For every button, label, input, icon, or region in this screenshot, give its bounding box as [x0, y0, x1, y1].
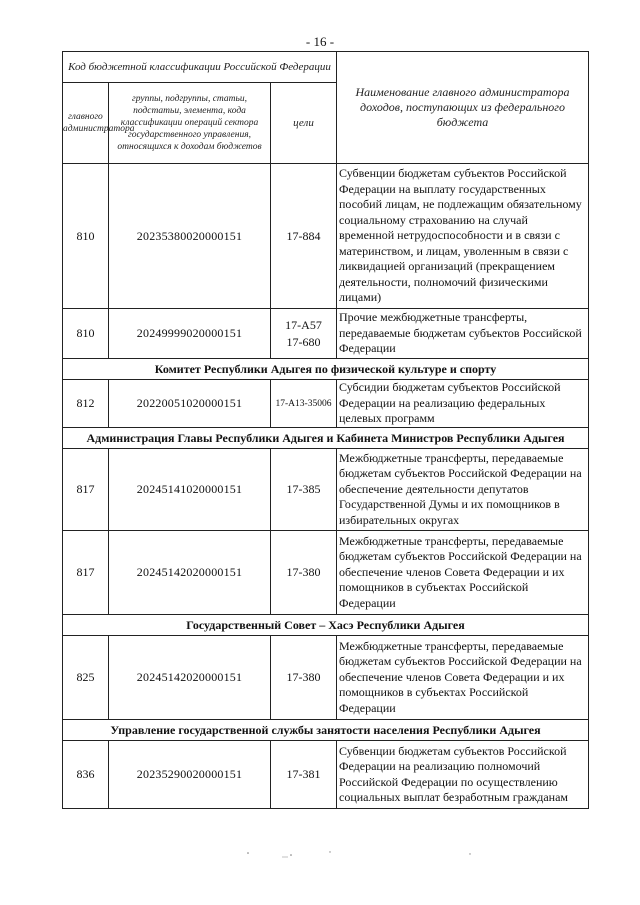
budget-code-cell: 20245141020000151: [109, 449, 271, 531]
revenue-admin-table: [62, 51, 589, 809]
section-row: [63, 615, 589, 636]
budget-code-cell: 20235290020000151: [109, 741, 271, 809]
budget-code-cell: 20245142020000151: [109, 531, 271, 615]
section-title: Государственный Совет – Хасэ Республики Адыгея: [63, 615, 589, 636]
revenue-description-cell: Прочие межбюджетные трансферты, передаваемые бюджетам субъектов Российской Федерации: [337, 309, 589, 359]
goal-code-cell: 17-380: [271, 531, 337, 615]
section-title: Администрация Главы Республики Адыгея и Кабинета Министров Республики Адыгея: [63, 428, 589, 449]
page-number: - 16 -: [305, 34, 335, 49]
revenue-description-cell: Межбюджетные трансферты, передаваемые бюджетам субъектов Российской Федерации на обеспечение деятельности депутатов Государственной Думы и их помощников в избирательных округах: [337, 449, 589, 531]
table-row: [63, 164, 589, 309]
budget-code-cell: 20220051020000151: [109, 380, 271, 428]
goal-code-cell: 17-А13-35006: [271, 380, 337, 428]
section-row: [63, 720, 589, 741]
admin-code-cell: 817: [63, 531, 109, 615]
section-row: [63, 428, 589, 449]
table-row: [63, 309, 589, 359]
groups-column-header: группы, подгруппы, статьи, подстатьи, элемента, кода классификации операций сектора государственного управления, относящихся к доходам бюджетов: [109, 83, 271, 164]
goal-code-cell: 17-А57 17-680: [271, 309, 337, 359]
code-group-header: Код бюджетной классификации Российской Федерации: [63, 52, 337, 83]
admin-code-cell: 825: [63, 636, 109, 720]
revenue-description-cell: Межбюджетные трансферты, передаваемые бюджетам субъектов Российской Федерации на обеспечение членов Совета Федерации и их помощников в субъектах Российской Федерации: [337, 636, 589, 720]
revenue-description-cell: Субсидии бюджетам субъектов Российской Федерации на реализацию федеральных целевых программ: [337, 380, 589, 428]
goals-column-header: цели: [271, 83, 337, 164]
table-row: [63, 531, 589, 615]
section-title: Комитет Республики Адыгея по физической культуре и спорту: [63, 359, 589, 380]
section-row: [63, 359, 589, 380]
admin-column-header: главного администратора: [63, 83, 109, 164]
budget-code-cell: 20249999020000151: [109, 309, 271, 359]
admin-code-cell: 810: [63, 309, 109, 359]
budget-code-cell: 20245142020000151: [109, 636, 271, 720]
goal-code-cell: 17-381: [271, 741, 337, 809]
table-row: [63, 380, 589, 428]
revenue-description-cell: Субвенции бюджетам субъектов Российской Федерации на выплату государственных пособий лицам, не подлежащим обязательному социальному страхованию на случай временной нетрудоспособности и в связи с материнством, и лицам, уволенным в связи с ликвидацией организаций (прекращением деятельности, полномочий физическими лицами): [337, 164, 589, 309]
table-row: [63, 636, 589, 720]
goal-code-cell: 17-884: [271, 164, 337, 309]
name-column-header: Наименование главного администратора доходов, поступающих из федерального бюджета: [337, 52, 589, 164]
section-title: Управление государственной службы занятости населения Республики Адыгея: [63, 720, 589, 741]
admin-code-cell: 817: [63, 449, 109, 531]
scan-artifact-marks: [0, 845, 640, 865]
budget-code-cell: 20235380020000151: [109, 164, 271, 309]
table-row: [63, 741, 589, 809]
revenue-description-cell: Субвенции бюджетам субъектов Российской Федерации на реализацию полномочий Российской Федерации по осуществлению социальных выплат безработным гражданам: [337, 741, 589, 809]
header-row-top: [63, 52, 589, 83]
admin-code-cell: 812: [63, 380, 109, 428]
table-row: [63, 449, 589, 531]
revenue-description-cell: Межбюджетные трансферты, передаваемые бюджетам субъектов Российской Федерации на обеспечение членов Совета Федерации и их помощников в субъектах Российской Федерации: [337, 531, 589, 615]
goal-code-cell: 17-380: [271, 636, 337, 720]
goal-code-cell: 17-385: [271, 449, 337, 531]
admin-code-cell: 810: [63, 164, 109, 309]
admin-code-cell: 836: [63, 741, 109, 809]
